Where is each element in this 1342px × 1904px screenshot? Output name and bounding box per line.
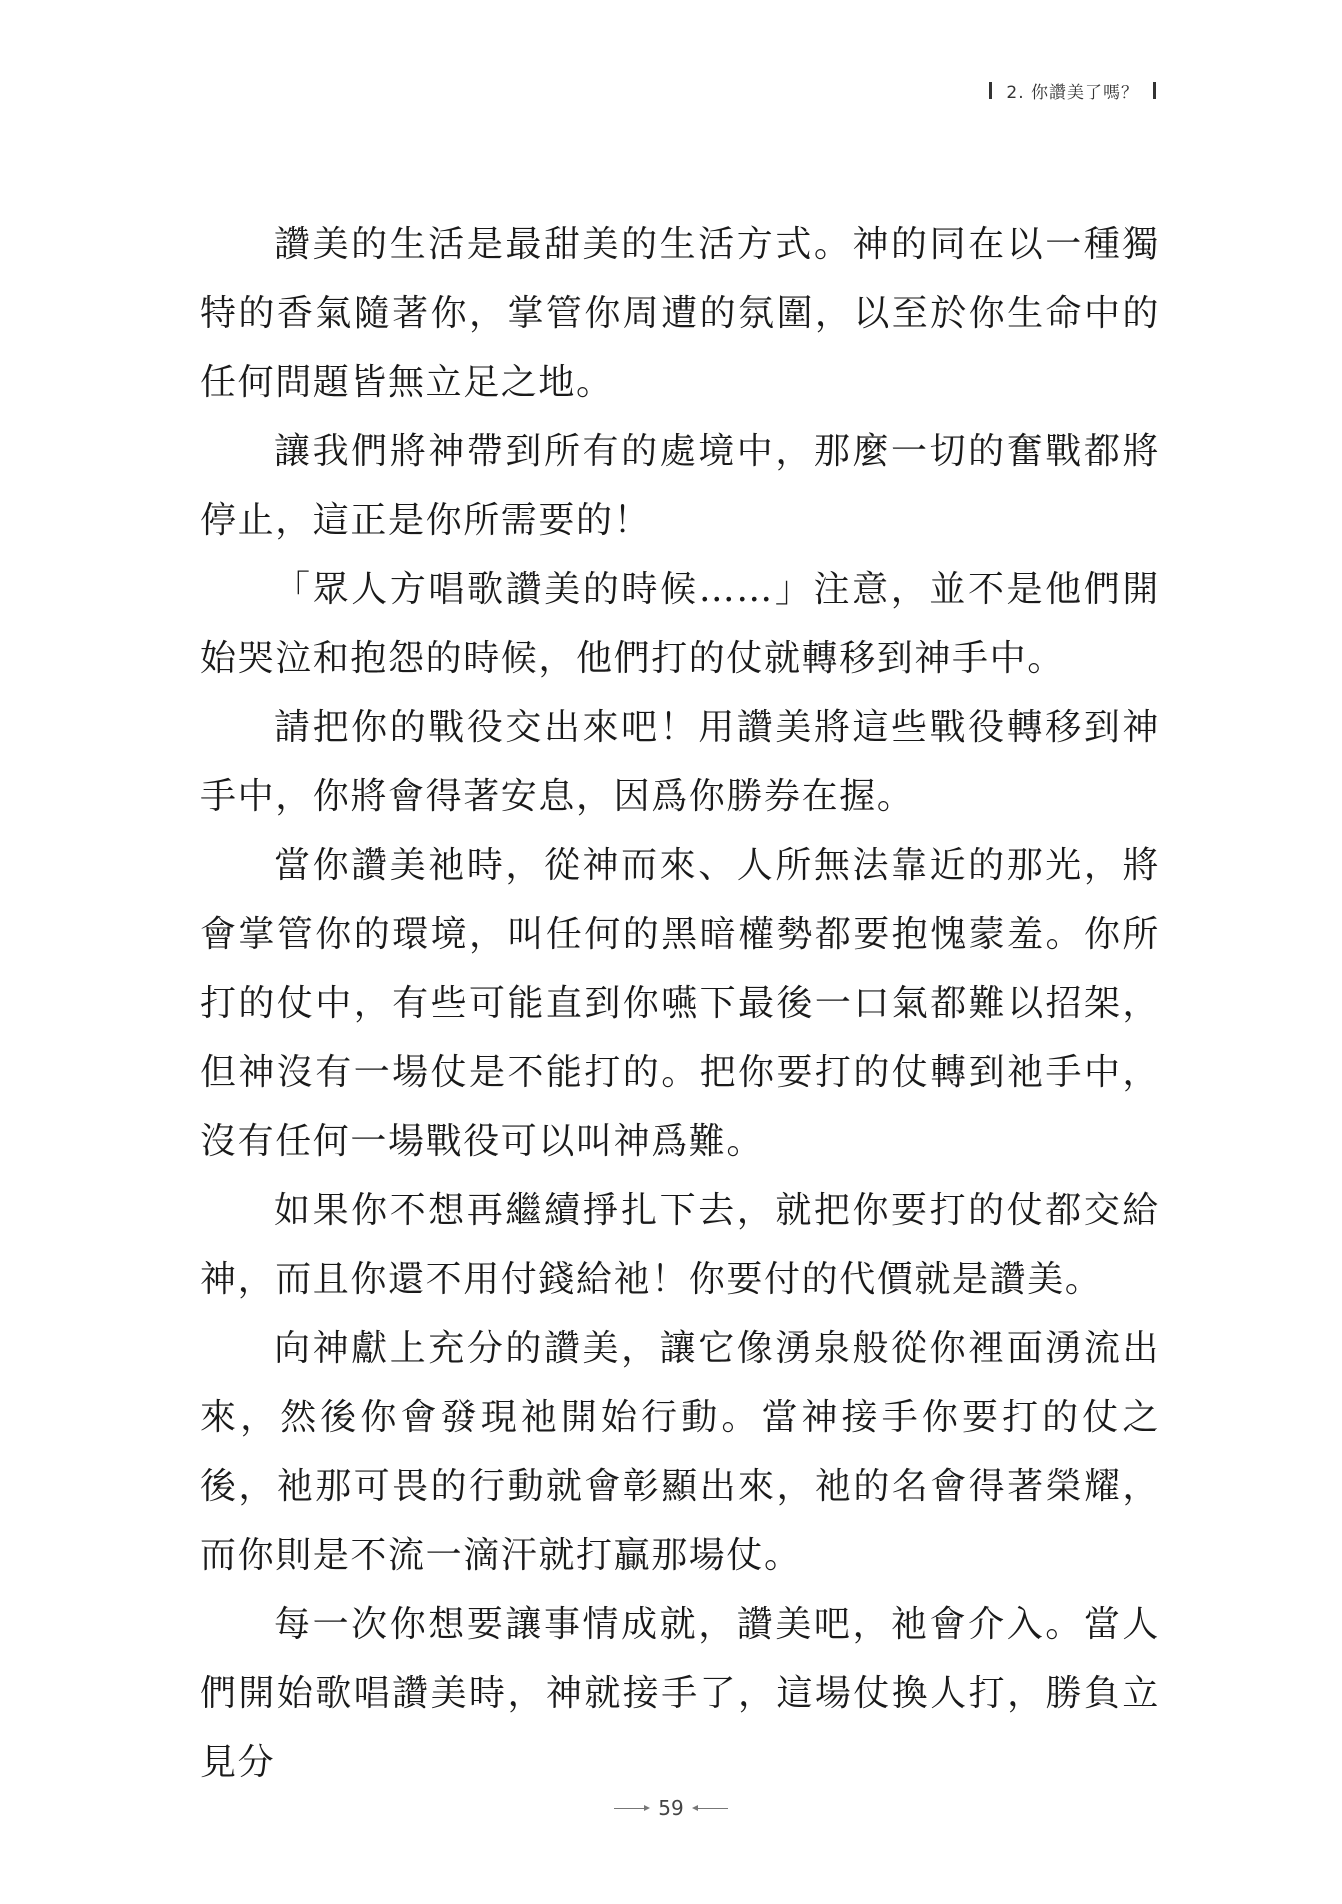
body-text	[200, 210, 1160, 1797]
header-bar-left	[989, 82, 992, 99]
paragraph: 讓我們將神帶到所有的處境中，那麼一切的奮戰都將停止，這正是你所需要的！	[200, 431, 1160, 541]
page-number: 59	[658, 1796, 684, 1820]
header-bar-right	[1153, 82, 1156, 99]
paragraph: 向神獻上充分的讚美，讓它像湧泉般從你裡面湧流出來，然後你會發現祂開始行動。當神接手你要打的仗之後，祂那可畏的行動就會彰顯出來，祂的名會得著榮耀，而你則是不流一滴汗就打贏那場仗。	[200, 1328, 1160, 1576]
footer-ornament-left	[614, 1808, 648, 1809]
chapter-title: 2. 你讚美了嗎？	[1006, 83, 1139, 103]
footer-ornament-right	[694, 1808, 728, 1809]
page-footer	[0, 1796, 1342, 1820]
paragraph: 「眾人方唱歌讚美的時候……」注意，並不是他們開始哭泣和抱怨的時候，他們打的仗就轉移到神手中。	[200, 569, 1160, 679]
paragraph: 每一次你想要讓事情成就，讚美吧，祂會介入。當人們開始歌唱讚美時，神就接手了，這場仗換人打，勝負立見分	[200, 1604, 1160, 1783]
paragraph: 讚美的生活是最甜美的生活方式。神的同在以一種獨特的香氣隨著你，掌管你周遭的氛圍，以至於你生命中的任何問題皆無立足之地。	[200, 224, 1160, 403]
paragraph: 請把你的戰役交出來吧！用讚美將這些戰役轉移到神手中，你將會得著安息，因爲你勝券在握。	[200, 707, 1160, 817]
running-header	[989, 78, 1156, 103]
paragraph: 當你讚美祂時，從神而來、人所無法靠近的那光，將會掌管你的環境，叫任何的黑暗權勢都要抱愧蒙羞。你所打的仗中，有些可能直到你嚥下最後一口氣都難以招架，但神沒有一場仗是不能打的。把你要打的仗轉到祂手中，沒有任何一場戰役可以叫神爲難。	[200, 845, 1160, 1162]
paragraph: 如果你不想再繼續掙扎下去，就把你要打的仗都交給神，而且你還不用付錢給祂！你要付的代價就是讚美。	[200, 1190, 1160, 1300]
